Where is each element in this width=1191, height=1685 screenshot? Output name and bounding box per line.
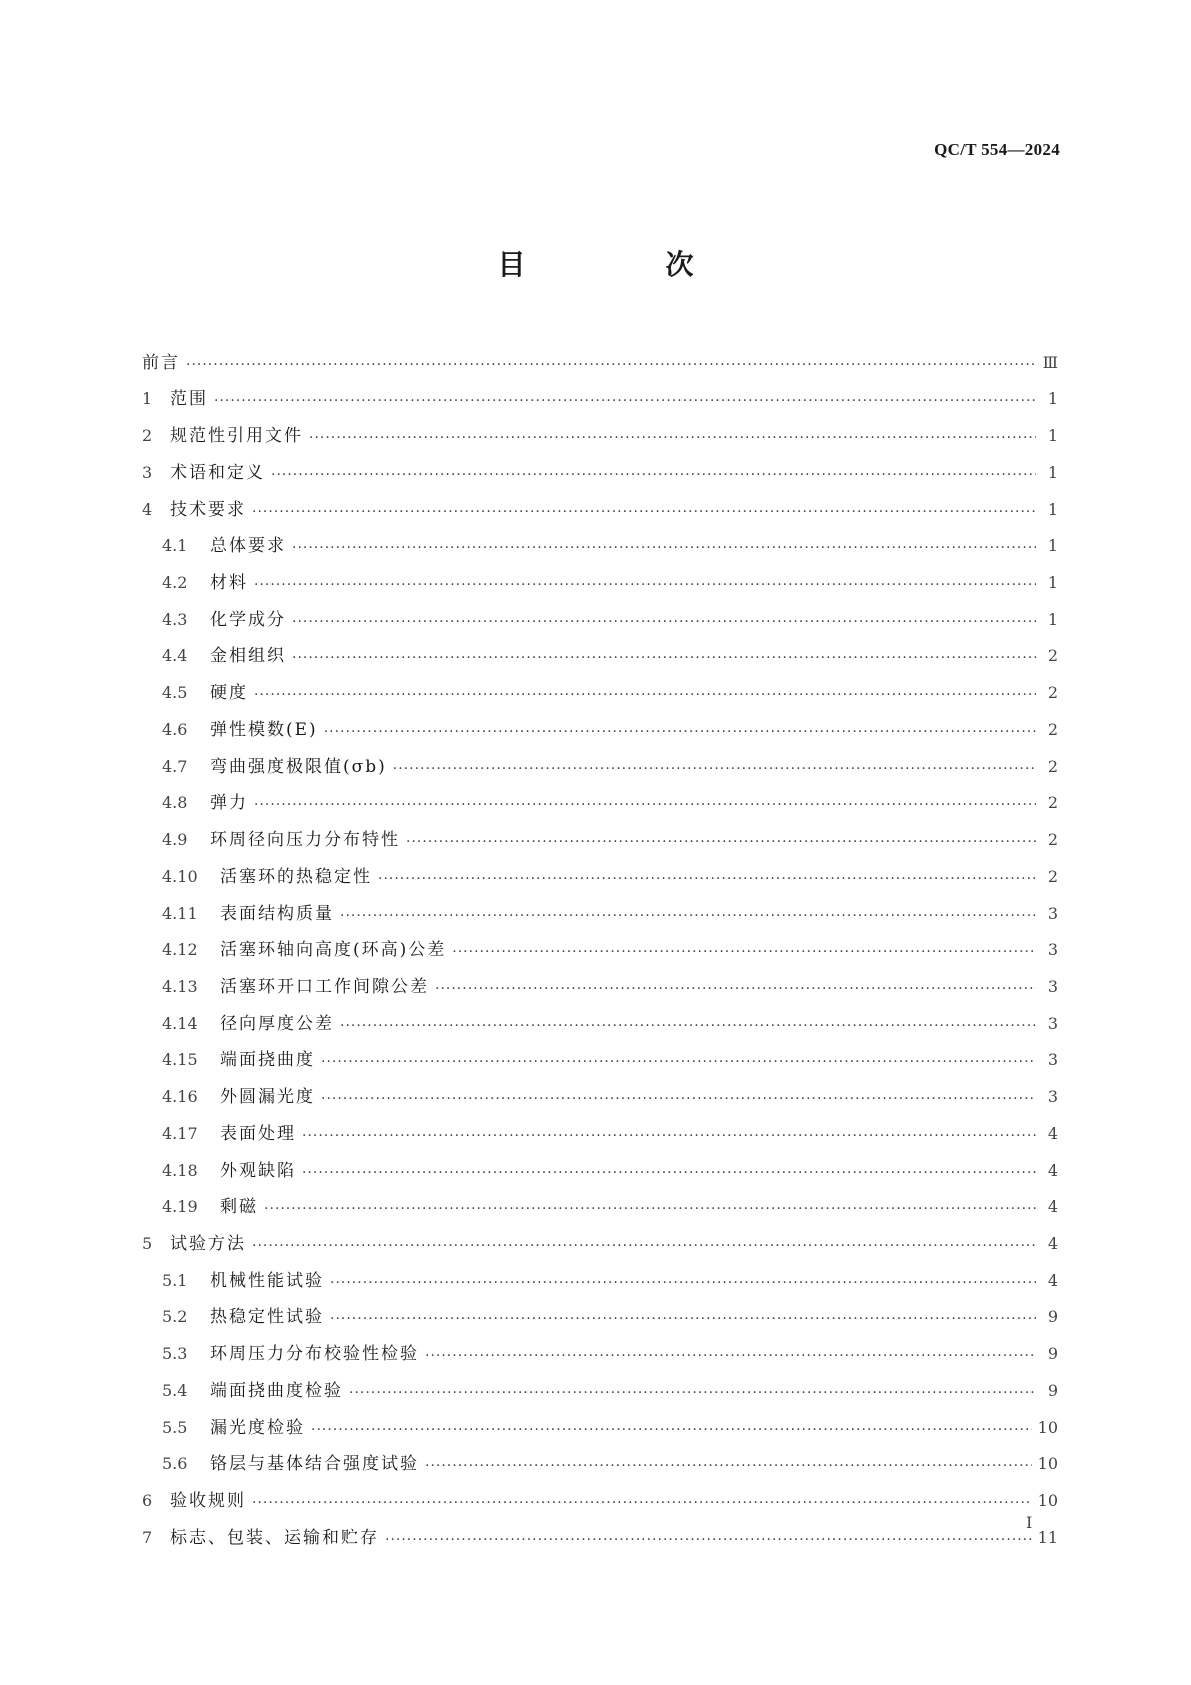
toc-entry-number: 4.16	[162, 1087, 198, 1107]
toc-entry[interactable]	[142, 1364, 1058, 1401]
toc-leader-dots	[435, 981, 1036, 997]
toc-leader-dots	[254, 577, 1036, 593]
toc-entry-label: 表面处理	[220, 1123, 296, 1144]
toc-entry-label: 剩磁	[220, 1197, 258, 1218]
toc-leader-dots	[340, 908, 1036, 924]
toc-leader-dots	[254, 797, 1036, 813]
toc-entry-label: 金相组织	[210, 646, 286, 667]
toc-leader-dots	[271, 467, 1036, 483]
toc-entry-page: 3	[1047, 976, 1058, 996]
toc-entry-label: 机械性能试验	[210, 1270, 324, 1291]
toc-entry[interactable]	[142, 520, 1058, 557]
toc-entry[interactable]	[142, 960, 1058, 997]
toc-entry-page: 9	[1047, 1344, 1058, 1364]
toc-entry-number: 4.18	[162, 1160, 198, 1180]
toc-leader-dots	[321, 1054, 1036, 1070]
toc-entry-number: 5.2	[162, 1307, 188, 1327]
toc-entry-label: 术语和定义	[170, 462, 265, 483]
toc-entry[interactable]	[142, 1254, 1058, 1291]
toc-leader-dots	[292, 614, 1036, 630]
toc-entry[interactable]	[142, 850, 1058, 887]
toc-leader-dots	[264, 1201, 1036, 1217]
toc-entry-page: 9	[1047, 1380, 1058, 1400]
toc-entry-page: 1	[1047, 462, 1058, 482]
toc-entry[interactable]	[142, 997, 1058, 1034]
toc-entry-label: 外圆漏光度	[220, 1087, 315, 1108]
toc-entry-page: 3	[1047, 1013, 1058, 1033]
toc-leader-dots	[393, 761, 1036, 777]
toc-entry[interactable]	[142, 1474, 1058, 1511]
toc-entry-page: 4	[1047, 1233, 1058, 1253]
toc-entry-page: 1	[1047, 609, 1058, 629]
toc-entry-page: 2	[1047, 830, 1058, 850]
toc-entry[interactable]	[142, 409, 1058, 446]
toc-entry-number: 4.8	[162, 793, 188, 813]
toc-entry[interactable]	[142, 887, 1058, 924]
toc-entry-page: 9	[1047, 1307, 1058, 1327]
toc-entry[interactable]	[142, 483, 1058, 520]
toc-entry-label: 活塞环的热稳定性	[220, 866, 372, 887]
toc-leader-dots	[252, 1495, 1032, 1511]
toc-entry-page: 1	[1047, 499, 1058, 519]
toc-entry-number: 1	[142, 389, 153, 409]
toc-leader-dots	[330, 1311, 1036, 1327]
toc-entry-label: 端面挠曲度	[220, 1050, 315, 1071]
toc-leader-dots	[406, 834, 1036, 850]
toc-entry-label: 外观缺陷	[220, 1160, 296, 1181]
toc-entry[interactable]	[142, 1181, 1058, 1218]
toc-entry-page: 10	[1037, 1417, 1058, 1437]
toc-entry-label: 前言	[142, 352, 180, 373]
toc-entry-number: 5	[142, 1233, 153, 1253]
toc-entry[interactable]	[142, 1401, 1058, 1438]
toc-leader-dots	[425, 1348, 1036, 1364]
standard-code: QC/T 554—2024	[934, 140, 1060, 159]
toc-leader-dots	[214, 393, 1036, 409]
toc-entry-number: 4.1	[162, 536, 188, 556]
toc-entry-page: 2	[1047, 719, 1058, 739]
toc-entry-label: 总体要求	[210, 536, 286, 557]
toc-entry[interactable]	[142, 1291, 1058, 1328]
toc-leader-dots	[385, 1532, 1032, 1548]
toc-entry-page: 4	[1047, 1123, 1058, 1143]
toc-entry-number: 4.14	[162, 1013, 198, 1033]
toc-entry[interactable]	[142, 1144, 1058, 1181]
toc-leader-dots	[292, 650, 1036, 666]
toc-leader-dots	[302, 1165, 1036, 1181]
toc-entry-number: 5.6	[162, 1454, 188, 1474]
toc-entry[interactable]	[142, 777, 1058, 814]
toc-entry-page: 4	[1047, 1160, 1058, 1180]
toc-leader-dots	[330, 1275, 1036, 1291]
toc-entry-label: 活塞环开口工作间隙公差	[220, 976, 429, 997]
table-of-contents	[142, 336, 1058, 1548]
toc-entry-number: 4.5	[162, 683, 188, 703]
toc-entry-number: 4.17	[162, 1123, 198, 1143]
toc-entry-label: 弹力	[210, 793, 248, 814]
toc-leader-dots	[309, 430, 1036, 446]
toc-entry-label: 活塞环轴向高度(环高)公差	[220, 940, 447, 961]
toc-leader-dots	[340, 1018, 1036, 1034]
toc-entry-label: 弯曲强度极限值(σb)	[210, 756, 387, 777]
page-number: Ⅰ	[1026, 1513, 1033, 1532]
toc-entry[interactable]	[142, 1327, 1058, 1364]
toc-entry[interactable]	[142, 446, 1058, 483]
toc-leader-dots	[452, 944, 1036, 960]
toc-leader-dots	[321, 1091, 1036, 1107]
toc-entry-page: 2	[1047, 793, 1058, 813]
toc-leader-dots	[311, 1422, 1032, 1438]
toc-entry[interactable]	[142, 740, 1058, 777]
toc-leader-dots	[254, 687, 1036, 703]
toc-entry-page: 1	[1047, 573, 1058, 593]
toc-entry-page: 2	[1047, 683, 1058, 703]
toc-entry[interactable]	[142, 1070, 1058, 1107]
toc-entry-page: 3	[1047, 903, 1058, 923]
toc-entry-number: 5.1	[162, 1270, 188, 1290]
toc-entry-label: 标志、包装、运输和贮存	[170, 1527, 379, 1548]
toc-entry-label: 材料	[210, 573, 248, 594]
toc-entry-number: 4	[142, 499, 153, 519]
toc-entry-number: 4.3	[162, 609, 188, 629]
toc-entry-number: 4.4	[162, 646, 188, 666]
toc-entry[interactable]	[142, 1107, 1058, 1144]
toc-entry-number: 4.9	[162, 830, 188, 850]
toc-entry-label: 端面挠曲度检验	[210, 1380, 343, 1401]
toc-entry[interactable]	[142, 924, 1058, 961]
toc-entry-page: 10	[1037, 1491, 1058, 1510]
toc-entry-number: 4.19	[162, 1197, 198, 1217]
toc-entry-number: 4.10	[162, 866, 198, 886]
toc-entry-number: 3	[142, 462, 153, 482]
toc-entry-label: 规范性引用文件	[170, 426, 303, 447]
toc-entry-label: 化学成分	[210, 609, 286, 630]
toc-entry[interactable]	[142, 373, 1058, 410]
toc-entry[interactable]	[142, 336, 1058, 373]
toc-entry-number: 5.5	[162, 1417, 188, 1437]
toc-leader-dots	[302, 1128, 1036, 1144]
toc-entry-number: 6	[142, 1491, 153, 1510]
toc-entry-label: 验收规则	[170, 1491, 246, 1511]
toc-entry-label: 范围	[170, 389, 208, 410]
toc-entry-page: 2	[1047, 756, 1058, 776]
toc-entry-label: 热稳定性试验	[210, 1307, 324, 1328]
toc-entry[interactable]	[142, 1034, 1058, 1071]
toc-entry-page: 4	[1047, 1270, 1058, 1290]
toc-entry-number: 4.2	[162, 573, 188, 593]
toc-entry[interactable]	[142, 813, 1058, 850]
toc-entry-page: 2	[1047, 646, 1058, 666]
toc-entry-page: 11	[1037, 1527, 1058, 1547]
toc-entry-label: 技术要求	[170, 499, 246, 520]
toc-leader-dots	[349, 1385, 1036, 1401]
toc-entry-label: 表面结构质量	[220, 903, 334, 924]
page-title: 目 次	[497, 248, 750, 281]
toc-entry[interactable]	[142, 703, 1058, 740]
toc-entry-label: 硬度	[210, 683, 248, 704]
toc-leader-dots	[292, 540, 1036, 556]
toc-entry[interactable]	[142, 556, 1058, 593]
toc-entry-page: 1	[1047, 426, 1058, 446]
toc-entry-number: 4.12	[162, 940, 198, 960]
toc-entry-number: 4.11	[162, 903, 198, 923]
toc-entry-number: 4.13	[162, 976, 198, 996]
toc-entry-label: 环周压力分布校验性检验	[210, 1344, 419, 1365]
toc-entry-page: 3	[1047, 1050, 1058, 1070]
toc-leader-dots	[186, 357, 1036, 373]
toc-entry-number: 4.6	[162, 719, 188, 739]
toc-entry-page: Ⅲ	[1042, 352, 1058, 372]
toc-leader-dots	[324, 724, 1036, 740]
toc-entry-label: 试验方法	[170, 1233, 246, 1254]
toc-entry-page: 2	[1047, 866, 1058, 886]
toc-leader-dots	[425, 1458, 1032, 1474]
toc-entry-number: 4.15	[162, 1050, 198, 1070]
toc-entry[interactable]	[142, 1511, 1058, 1548]
toc-entry[interactable]	[142, 630, 1058, 667]
toc-entry-page: 3	[1047, 940, 1058, 960]
toc-entry[interactable]	[142, 1438, 1058, 1475]
toc-entry-number: 5.4	[162, 1380, 188, 1400]
toc-entry-label: 径向厚度公差	[220, 1013, 334, 1034]
toc-entry-page: 10	[1037, 1454, 1058, 1474]
toc-entry-page: 3	[1047, 1087, 1058, 1107]
toc-entry[interactable]	[142, 666, 1058, 703]
toc-leader-dots	[378, 871, 1036, 887]
toc-entry-label: 弹性模数(E)	[210, 719, 318, 740]
toc-entry-number: 2	[142, 426, 153, 446]
toc-leader-dots	[252, 1238, 1036, 1254]
toc-leader-dots	[252, 504, 1036, 520]
toc-entry-page: 1	[1047, 536, 1058, 556]
toc-entry-number: 7	[142, 1527, 153, 1547]
toc-entry-label: 铬层与基体结合强度试验	[210, 1454, 419, 1475]
toc-entry-label: 环周径向压力分布特性	[210, 830, 400, 851]
toc-entry-page: 4	[1047, 1197, 1058, 1217]
toc-entry-number: 5.3	[162, 1344, 188, 1364]
toc-entry[interactable]	[142, 593, 1058, 630]
toc-entry-number: 4.7	[162, 756, 188, 776]
toc-entry-page: 1	[1047, 389, 1058, 409]
toc-entry[interactable]	[142, 1217, 1058, 1254]
toc-entry-label: 漏光度检验	[210, 1417, 305, 1438]
